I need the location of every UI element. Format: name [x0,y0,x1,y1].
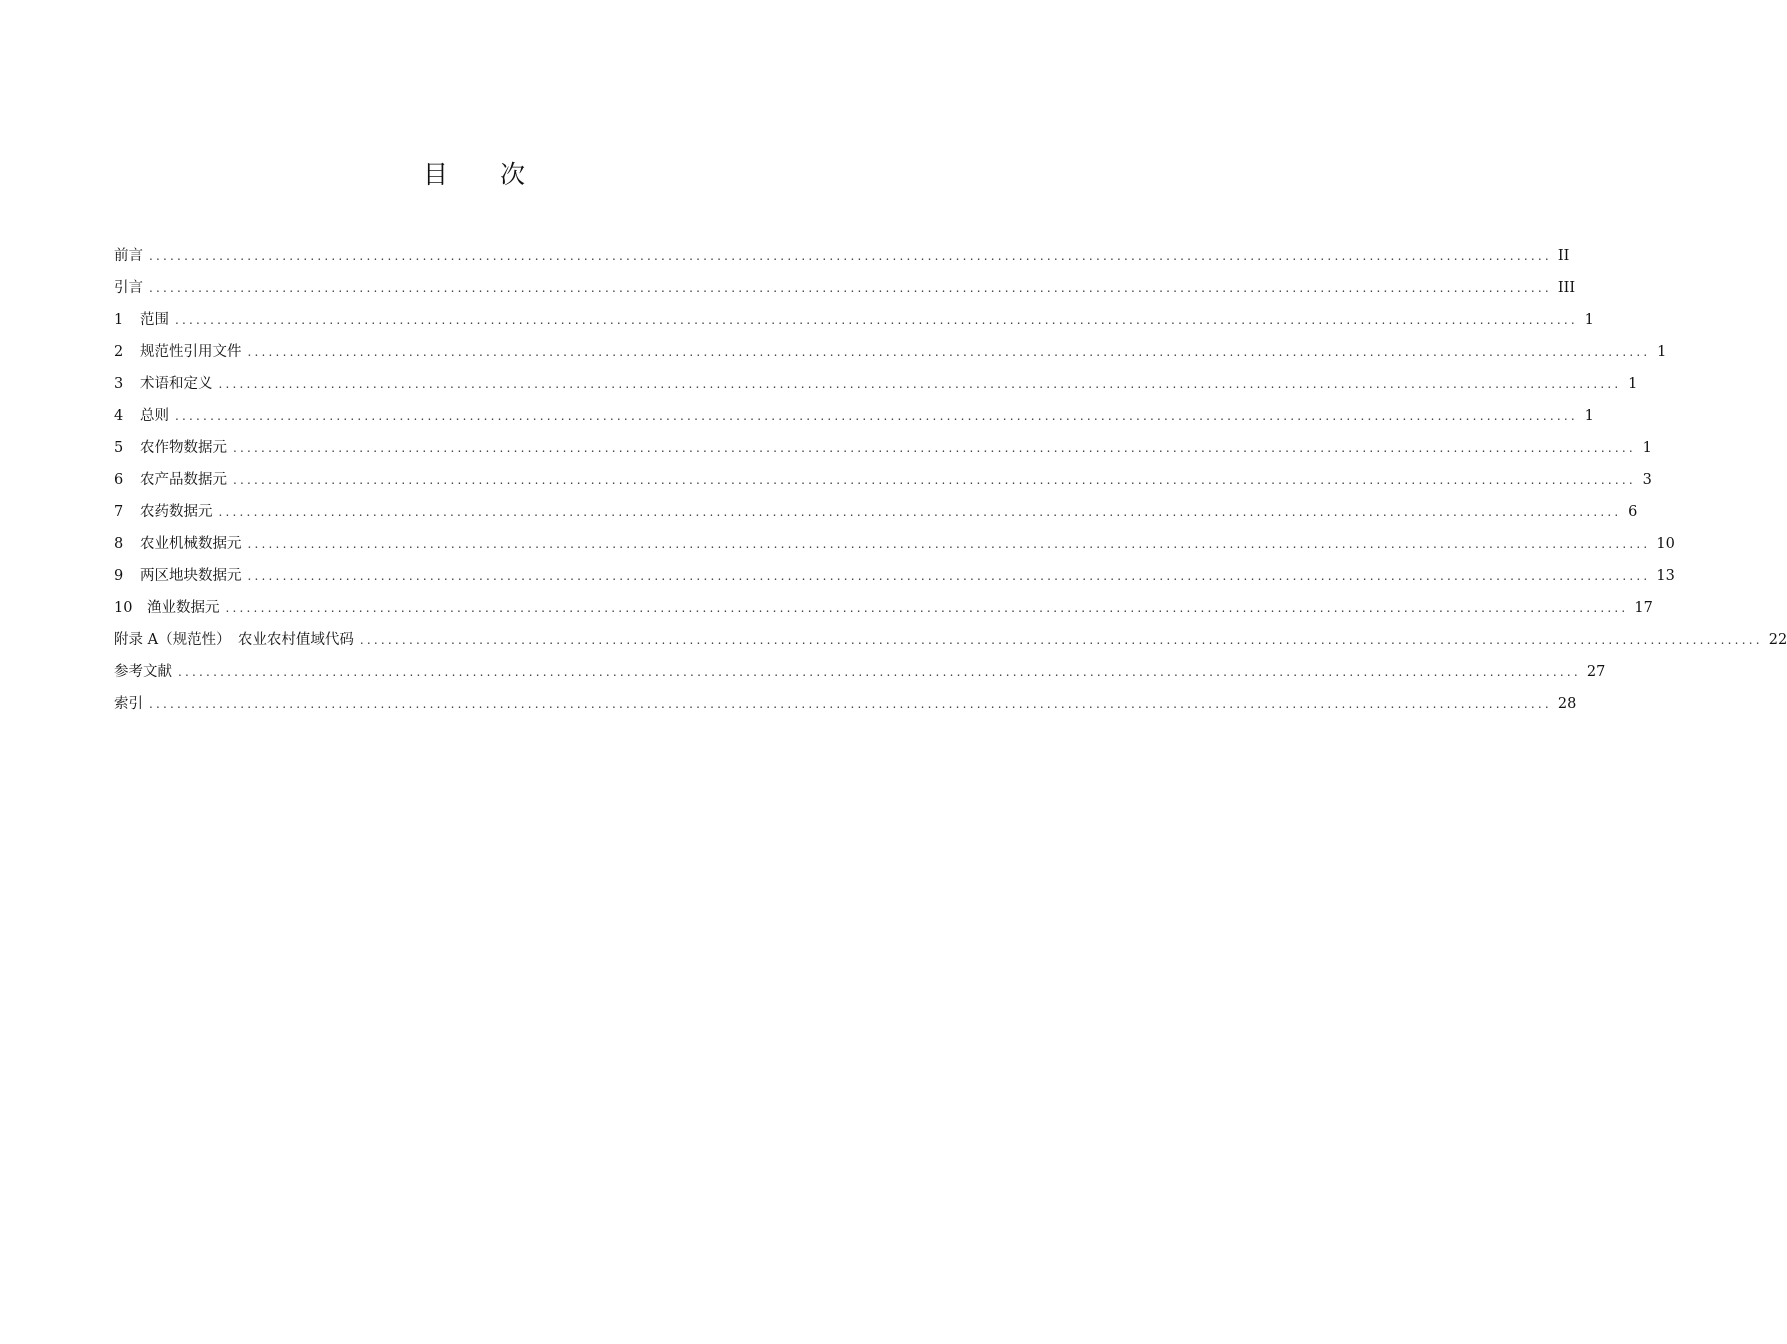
toc-entry[interactable] [114,528,1675,560]
toc-entry[interactable] [114,432,1652,464]
toc-entry-page: 27 [1586,664,1606,680]
toc-entry-number: 4 [114,408,124,424]
toc-entry-page: III [1557,280,1576,296]
toc-entry-number: 10 [114,600,133,616]
toc-entry-label: 术语和定义 [140,376,213,392]
toc-entry[interactable] [114,400,1594,432]
toc-entry-page: 6 [1628,504,1638,520]
toc-dot-leader: ........................................................................................................................................................................................................ [233,441,1636,455]
toc-entry[interactable] [114,624,1787,656]
toc-entry-label: 参考文献 [114,664,172,680]
toc-dot-leader: ........................................................................................................................................................................................................ [359,633,1763,647]
toc-entry-number: 2 [114,344,124,360]
toc-entry-label: 引言 [114,280,143,296]
toc-entry[interactable] [114,336,1667,368]
toc-heading-left: 目 [422,160,450,189]
toc-entry[interactable] [114,560,1675,592]
toc-entry-number: 3 [114,376,124,392]
toc-entry-page: 1 [1657,344,1667,360]
toc-entry-label: 索引 [114,696,143,712]
toc-dot-leader: ........................................................................................................................................................................................................ [149,249,1552,263]
toc-entry[interactable] [114,368,1638,400]
toc-dot-leader: ........................................................................................................................................................................................................ [149,697,1552,711]
toc-entry-number: 8 [114,536,124,552]
toc-dot-leader: ........................................................................................................................................................................................................ [178,665,1581,679]
toc-entry-page: 22 [1768,632,1787,648]
toc-entry-page: 1 [1642,440,1652,456]
toc-dot-leader: ........................................................................................................................................................................................................ [218,505,1622,519]
toc-entry[interactable] [114,272,1576,304]
toc-entry-label: 总则 [140,408,169,424]
toc-entry-page: 1 [1584,312,1594,328]
toc-heading [0,155,950,195]
toc-entry[interactable] [114,656,1606,688]
toc-entry-number: 1 [114,312,124,328]
toc-entry[interactable] [114,464,1652,496]
toc-entry-number: 5 [114,440,124,456]
toc-entry-label: 规范性引用文件 [140,344,242,360]
toc-dot-leader: ........................................................................................................................................................................................................ [225,601,1629,615]
toc-entry[interactable] [114,304,1594,336]
toc-entry-number: 7 [114,504,124,520]
toc-entry-label: 渔业数据元 [147,600,220,616]
toc-dot-leader: ........................................................................................................................................................................................................ [175,313,1578,327]
toc-entry[interactable] [114,592,1653,624]
toc-dot-leader: ........................................................................................................................................................................................................ [247,345,1651,359]
toc-entry[interactable] [114,496,1638,528]
toc-dot-leader: ........................................................................................................................................................................................................ [247,569,1651,583]
toc-entry[interactable] [114,240,1570,272]
toc-entry-page: 28 [1557,696,1577,712]
toc-entry-label: 前言 [114,248,143,264]
toc-entry-page: 13 [1656,568,1675,584]
table-of-contents [114,240,1787,720]
toc-entry-label: 范围 [140,312,169,328]
toc-entry-label: 两区地块数据元 [140,568,242,584]
toc-entry-page: 1 [1584,408,1594,424]
toc-dot-leader: ........................................................................................................................................................................................................ [175,409,1578,423]
toc-heading-right: 次 [500,160,528,189]
toc-entry-page: 17 [1634,600,1653,616]
toc-dot-leader: ........................................................................................................................................................................................................ [218,377,1622,391]
toc-dot-leader: ........................................................................................................................................................................................................ [233,473,1636,487]
toc-entry-number: 9 [114,568,124,584]
toc-entry-label: 农药数据元 [140,504,213,520]
toc-entry-label: 农作物数据元 [140,440,227,456]
toc-entry-page: 10 [1656,536,1675,552]
toc-entry-label: 附录 A（规范性） 农业农村值域代码 [114,632,354,648]
toc-entry-page: 3 [1642,472,1652,488]
toc-entry-page: 1 [1628,376,1638,392]
toc-entry[interactable] [114,688,1577,720]
toc-entry-number: 6 [114,472,124,488]
toc-dot-leader: ........................................................................................................................................................................................................ [149,281,1552,295]
toc-dot-leader: ........................................................................................................................................................................................................ [247,537,1651,551]
toc-entry-label: 农业机械数据元 [140,536,242,552]
toc-entry-page: II [1557,248,1570,264]
toc-entry-label: 农产品数据元 [140,472,227,488]
